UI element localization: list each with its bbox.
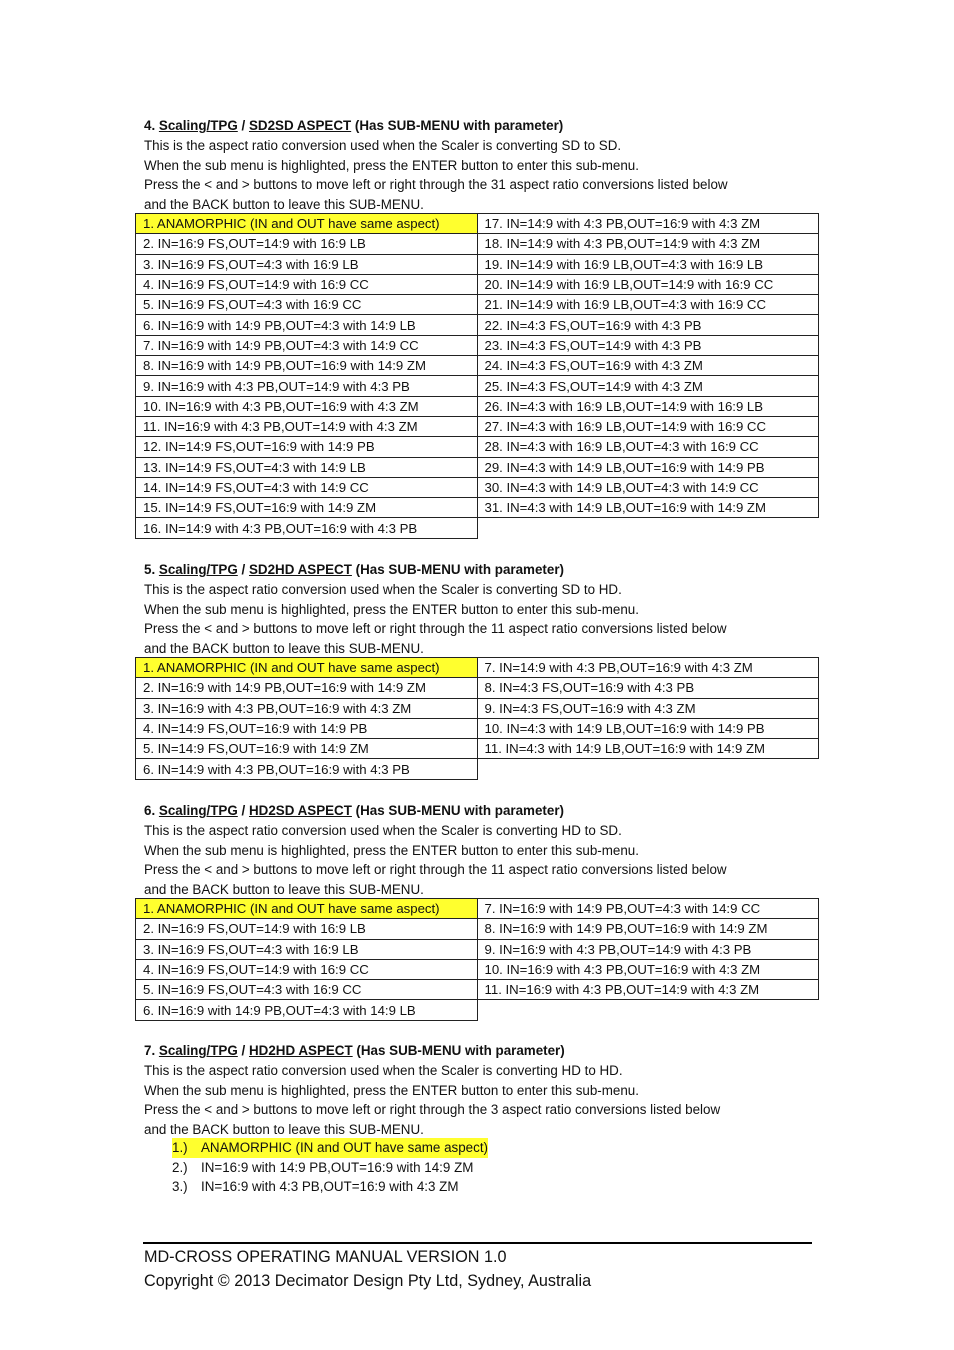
option-cell: 12. IN=14:9 FS,OUT=16:9 with 14:9 PB [136,437,478,457]
option-cell: 2. IN=16:9 FS,OUT=14:9 with 16:9 LB [136,234,478,254]
section-heading: 6. Scaling/TPG / HD2SD ASPECT (Has SUB-MENU with parameter) [144,803,564,818]
table-row [136,678,819,698]
table-row [136,315,819,335]
footer-copyright: Copyright © 2013 Decimator Design Pty Ltd, Sydney, Australia [144,1272,592,1290]
table-row [136,939,819,959]
option-cell: 22. IN=4:3 FS,OUT=16:9 with 4:3 PB [477,315,819,335]
section-hd2hd [144,1041,819,1139]
list-item: 2.) IN=16:9 with 14:9 PB,OUT=16:9 with 14:9 ZM [172,1159,474,1175]
table-row [136,396,819,416]
option-cell: 7. IN=16:9 with 14:9 PB,OUT=4:3 with 14:9 CC [477,899,819,919]
table-row [136,376,819,396]
section-heading: 4. Scaling/TPG / SD2SD ASPECT (Has SUB-MENU with parameter) [144,118,564,133]
option-cell: 10. IN=16:9 with 4:3 PB,OUT=16:9 with 4:3 ZM [136,396,478,416]
option-cell: 6. IN=16:9 with 14:9 PB,OUT=4:3 with 14:9 LB [136,315,478,335]
menu-path: Scaling/TPG [158,1043,238,1058]
table-row [136,718,819,738]
option-cell: 20. IN=14:9 with 16:9 LB,OUT=14:9 with 16:9 CC [477,274,819,294]
submenu-name: SD2SD ASPECT [248,118,352,133]
list-item: 3.) IN=16:9 with 4:3 PB,OUT=16:9 with 4:3 ZM [172,1179,459,1195]
option-cell: 17. IN=14:9 with 4:3 PB,OUT=16:9 with 4:3 ZM [477,214,819,234]
option-cell: 5. IN=16:9 FS,OUT=4:3 with 16:9 CC [136,980,478,1000]
submenu-name: HD2HD ASPECT [248,1043,353,1058]
option-cell: 1. ANAMORPHIC (IN and OUT have same aspect) [136,214,478,234]
hd2hd-list [172,1138,488,1197]
option-cell: 1. ANAMORPHIC (IN and OUT have same aspect) [136,899,478,919]
option-cell: 5. IN=14:9 FS,OUT=16:9 with 14:9 ZM [136,739,478,759]
submenu-name: SD2HD ASPECT [248,562,352,577]
option-cell: 16. IN=14:9 with 4:3 PB,OUT=16:9 with 4:3 PB [136,518,478,538]
option-cell: 10. IN=4:3 with 14:9 LB,OUT=16:9 with 14:9 PB [477,718,819,738]
option-cell: 7. IN=14:9 with 4:3 PB,OUT=16:9 with 4:3 ZM [477,658,819,678]
option-cell: 21. IN=14:9 with 16:9 LB,OUT=4:3 with 16:9 CC [477,295,819,315]
option-cell: 24. IN=4:3 FS,OUT=16:9 with 4:3 ZM [477,356,819,376]
table-row [136,356,819,376]
sd2hd-table [135,657,819,780]
table-row [136,254,819,274]
option-cell: 2. IN=16:9 FS,OUT=14:9 with 16:9 LB [136,919,478,939]
menu-path: Scaling/TPG [158,562,238,577]
option-cell: 10. IN=16:9 with 4:3 PB,OUT=16:9 with 4:3 ZM [477,959,819,979]
table-row [136,416,819,436]
sd2sd-table [135,213,819,539]
table-row [136,274,819,294]
option-cell: 14. IN=14:9 FS,OUT=4:3 with 14:9 CC [136,477,478,497]
option-cell: 4. IN=14:9 FS,OUT=16:9 with 14:9 PB [136,718,478,738]
table-row [136,959,819,979]
option-cell: 3. IN=16:9 with 4:3 PB,OUT=16:9 with 4:3 ZM [136,698,478,718]
option-cell: 8. IN=16:9 with 14:9 PB,OUT=16:9 with 14:9 ZM [136,356,478,376]
option-cell: 4. IN=16:9 FS,OUT=14:9 with 16:9 CC [136,959,478,979]
footer-divider [143,1242,812,1244]
option-cell: 6. IN=14:9 with 4:3 PB,OUT=16:9 with 4:3 PB [136,759,478,779]
option-cell: 19. IN=14:9 with 16:9 LB,OUT=4:3 with 16:9 LB [477,254,819,274]
table-row [136,234,819,254]
section-sd2hd [144,560,819,658]
option-cell: 11. IN=16:9 with 4:3 PB,OUT=14:9 with 4:3 ZM [477,980,819,1000]
footer-title: MD-CROSS OPERATING MANUAL VERSION 1.0 [144,1248,507,1266]
option-cell: 4. IN=16:9 FS,OUT=14:9 with 16:9 CC [136,274,478,294]
option-cell: 3. IN=16:9 FS,OUT=4:3 with 16:9 LB [136,254,478,274]
option-cell: 3. IN=16:9 FS,OUT=4:3 with 16:9 LB [136,939,478,959]
description: This is the aspect ratio conversion used when the Scaler is converting SD to SD. When the sub menu is highlighted, press the ENTER button to enter this sub-menu. Press the < and > buttons to move left or right through the 31 aspect ratio conversions listed below and the BACK button to leave this SUB-MENU. [144,138,728,212]
option-cell: 5. IN=16:9 FS,OUT=4:3 with 16:9 CC [136,295,478,315]
option-cell: 9. IN=4:3 FS,OUT=16:9 with 4:3 ZM [477,698,819,718]
option-cell: 7. IN=16:9 with 14:9 PB,OUT=4:3 with 14:9 CC [136,335,478,355]
option-cell: 30. IN=4:3 with 14:9 LB,OUT=4:3 with 14:9 CC [477,477,819,497]
section-sd2sd [144,116,819,214]
table-row [136,437,819,457]
option-cell: 15. IN=14:9 FS,OUT=16:9 with 14:9 ZM [136,498,478,518]
option-cell: 6. IN=16:9 with 14:9 PB,OUT=4:3 with 14:9 LB [136,1000,478,1020]
option-cell: 8. IN=4:3 FS,OUT=16:9 with 4:3 PB [477,678,819,698]
option-cell: 11. IN=16:9 with 4:3 PB,OUT=14:9 with 4:3 ZM [136,416,478,436]
option-cell: 23. IN=4:3 FS,OUT=14:9 with 4:3 PB [477,335,819,355]
description: This is the aspect ratio conversion used when the Scaler is converting HD to SD. When the sub menu is highlighted, press the ENTER button to enter this sub-menu. Press the < and > buttons to move left or right through the 11 aspect ratio conversions listed below and the BACK button to leave this SUB-MENU. [144,823,727,897]
option-cell: 8. IN=16:9 with 14:9 PB,OUT=16:9 with 14:9 ZM [477,919,819,939]
table-row [136,698,819,718]
option-cell: 13. IN=14:9 FS,OUT=4:3 with 14:9 LB [136,457,478,477]
submenu-name: HD2SD ASPECT [248,803,352,818]
description: This is the aspect ratio conversion used when the Scaler is converting HD to HD. When the sub menu is highlighted, press the ENTER button to enter this sub-menu. Press the < and > buttons to move left or right through the 3 aspect ratio conversions listed below and the BACK button to leave this SUB-MENU. [144,1063,721,1137]
empty-cell [477,1000,819,1020]
table-row [136,295,819,315]
option-cell: 11. IN=4:3 with 14:9 LB,OUT=16:9 with 14:9 ZM [477,739,819,759]
menu-path: Scaling/TPG [158,118,238,133]
table-row [136,739,819,759]
section-heading: 7. Scaling/TPG / HD2HD ASPECT (Has SUB-MENU with parameter) [144,1043,565,1058]
option-cell: 18. IN=14:9 with 4:3 PB,OUT=14:9 with 4:3 ZM [477,234,819,254]
table-row [136,1000,819,1020]
table-row [136,980,819,1000]
table-row [136,658,819,678]
table-row [136,214,819,234]
table-row [136,518,819,538]
option-cell: 31. IN=4:3 with 14:9 LB,OUT=16:9 with 14:9 ZM [477,498,819,518]
option-cell: 9. IN=16:9 with 4:3 PB,OUT=14:9 with 4:3 PB [477,939,819,959]
table-row [136,899,819,919]
list-item: 1.) ANAMORPHIC (IN and OUT have same aspect) [172,1138,488,1158]
option-cell: 2. IN=16:9 with 14:9 PB,OUT=16:9 with 14:9 ZM [136,678,478,698]
hd2sd-table [135,898,819,1021]
option-cell: 28. IN=4:3 with 16:9 LB,OUT=4:3 with 16:9 CC [477,437,819,457]
menu-path: Scaling/TPG [158,803,238,818]
table-row [136,498,819,518]
option-cell: 29. IN=4:3 with 14:9 LB,OUT=16:9 with 14:9 PB [477,457,819,477]
section-hd2sd [144,801,819,899]
table-row [136,919,819,939]
table-row [136,335,819,355]
section-heading: 5. Scaling/TPG / SD2HD ASPECT (Has SUB-MENU with parameter) [144,562,564,577]
description: This is the aspect ratio conversion used when the Scaler is converting SD to HD. When the sub menu is highlighted, press the ENTER button to enter this sub-menu. Press the < and > buttons to move left or right through the 11 aspect ratio conversions listed below and the BACK button to leave this SUB-MENU. [144,582,727,656]
table-row [136,457,819,477]
option-cell: 1. ANAMORPHIC (IN and OUT have same aspect) [136,658,478,678]
option-cell: 25. IN=4:3 FS,OUT=14:9 with 4:3 ZM [477,376,819,396]
table-row [136,759,819,779]
option-cell: 9. IN=16:9 with 4:3 PB,OUT=14:9 with 4:3 PB [136,376,478,396]
option-cell: 27. IN=4:3 with 16:9 LB,OUT=14:9 with 16:9 CC [477,416,819,436]
empty-cell [477,518,819,538]
option-cell: 26. IN=4:3 with 16:9 LB,OUT=14:9 with 16:9 LB [477,396,819,416]
table-row [136,477,819,497]
empty-cell [477,759,819,779]
